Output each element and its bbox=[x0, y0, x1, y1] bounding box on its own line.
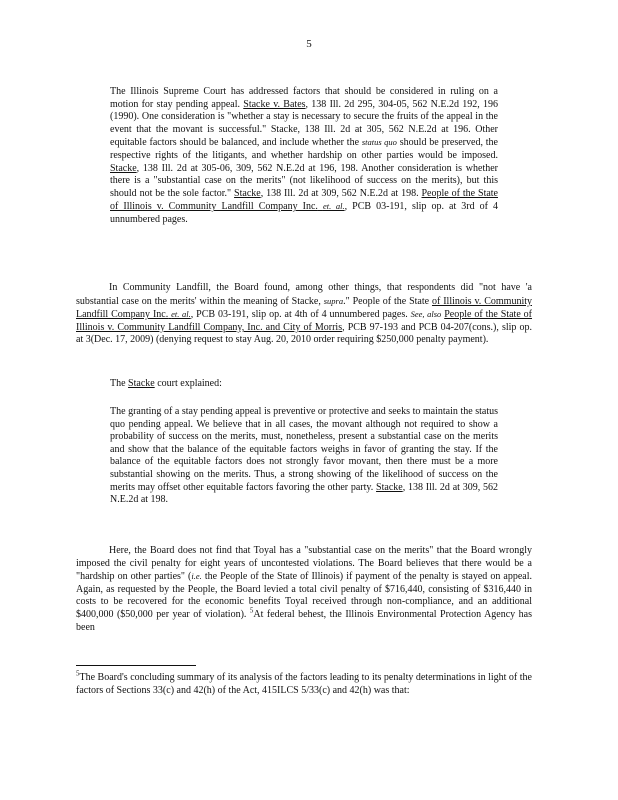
paragraph-stacke-intro: The Stacke court explained: bbox=[110, 378, 222, 389]
case-citation: of Illinois v. Community Landfill Company Inc. et. al. bbox=[76, 295, 532, 321]
italic-term: status quo bbox=[361, 137, 397, 148]
case-citation: Stacke bbox=[128, 378, 155, 389]
paragraph-community-landfill: In Community Landfill, the Board found, among other things, that respondents did "not have 'a substantial case on the merits' within the meaning of Stacke, supra." People of the State of Illinois v. Community Landfill Company Inc. et. al., PCB 03-191, slip op. at 4th of 4 unnumbered pages. See, also People of the State of Illinois v. Community Landfill Company, Inc. and City of Morris, PCB 97-193 and PCB 04-207(cons.), slip op. at 3(Dec. 17, 2009) (denying request to stay Aug. 20, 2010 order requiring $250,000 penalty payment). bbox=[76, 282, 533, 346]
case-citation: Stacke bbox=[110, 162, 137, 174]
paragraph-board-finding: Here, the Board does not find that Toyal has a "substantial case on the merits" that the Board wrongly imposed the civil penalty for eight years of uncontested violations. The Board believes that there would be a "hardship on other parties" (i.e. the People of the State of Illinois) if payment of the penalty is stayed on appeal. Again, as requested by the People, the Board levied a total civil penalty of $716,440, consisting of $316,440 in costs to be recovered for the economic benefits Toyal received through non-compliance, and an additional $400,000 ($50,000 per year of violation). $^5$At federal behest, the Illinois Environmental Protection Agency has been bbox=[76, 545, 532, 633]
case-citation: Stacke bbox=[234, 187, 261, 199]
block-quote: The granting of a stay pending appeal is preventive or protective and seeks to maintain the status quo pending appeal. We believe that in all cases, the movant although not required to show a probability of success on the merits, must, nonetheless, present a substantial case on the merits and show that the balance of the equitable factors weighs in favor of granting the stay. If the balance of the equitable factors does not strongly favor movant, then there must be a more substantial showing on the merits. Thus, a strong showing of the likelihood of success on the merits may offset other equitable factors favoring the other party. Stacke, 138 Ill. 2d at 309, 562 N.E.2d at 198. bbox=[110, 406, 498, 506]
footnote-reference: 5 bbox=[249, 606, 254, 615]
case-citation: Stacke bbox=[376, 481, 403, 493]
footnote: $^5$The Board's concluding summary of its analysis of the factors leading to its penalty determinations in light of the factors of Sections 33(c) and 42(h) of the Act, 415ILCS 5/33(c) and 42(h) was that: bbox=[76, 669, 532, 696]
footnote-divider bbox=[76, 665, 196, 666]
footnote-mark: 5 bbox=[76, 669, 80, 678]
paragraph-stay-factors: The Illinois Supreme Court has addressed factors that should be considered in ruling on a motion for stay pending appeal. Stacke v. Bates, 138 Ill. 2d 295, 304-05, 562 N.E.2d 192, 196 (1990). One consideration is "whether a stay is necessary to secure the fruits of the appeal in the event that the movant is successful." Stacke, 138 Ill. 2d at 305, 562 N.E.2d at 196. Other equitable factors should be balanced, and include whether the status quo should be preserved, the respective rights of the litigants, and whether hardship on other parties would be imposed. Stacke, 138 Ill. 2d at 305-06, 309, 562 N.E.2d at 196, 198. Another consideration is whether there is a "substantial case on the merits" (not likelihood of success on the merits), but this should not be the sole factor." Stacke, 138 Ill. 2d at 309, 562 N.E.2d at 198. People of the State of Illinois v. Community Landfill Company Inc. et. al., PCB 03-191, slip op. at 3rd of 4 unnumbered pages. bbox=[110, 86, 499, 225]
case-citation: People of the State of Illinois v. Community Landfill Company Inc. et. al. bbox=[110, 187, 498, 213]
case-citation: Stacke v. Bates bbox=[243, 98, 306, 110]
case-citation: People of the State of Illinois v. Community Landfill Company, Inc. and City of Morris bbox=[76, 309, 533, 333]
page-number: 5 bbox=[306, 38, 312, 50]
